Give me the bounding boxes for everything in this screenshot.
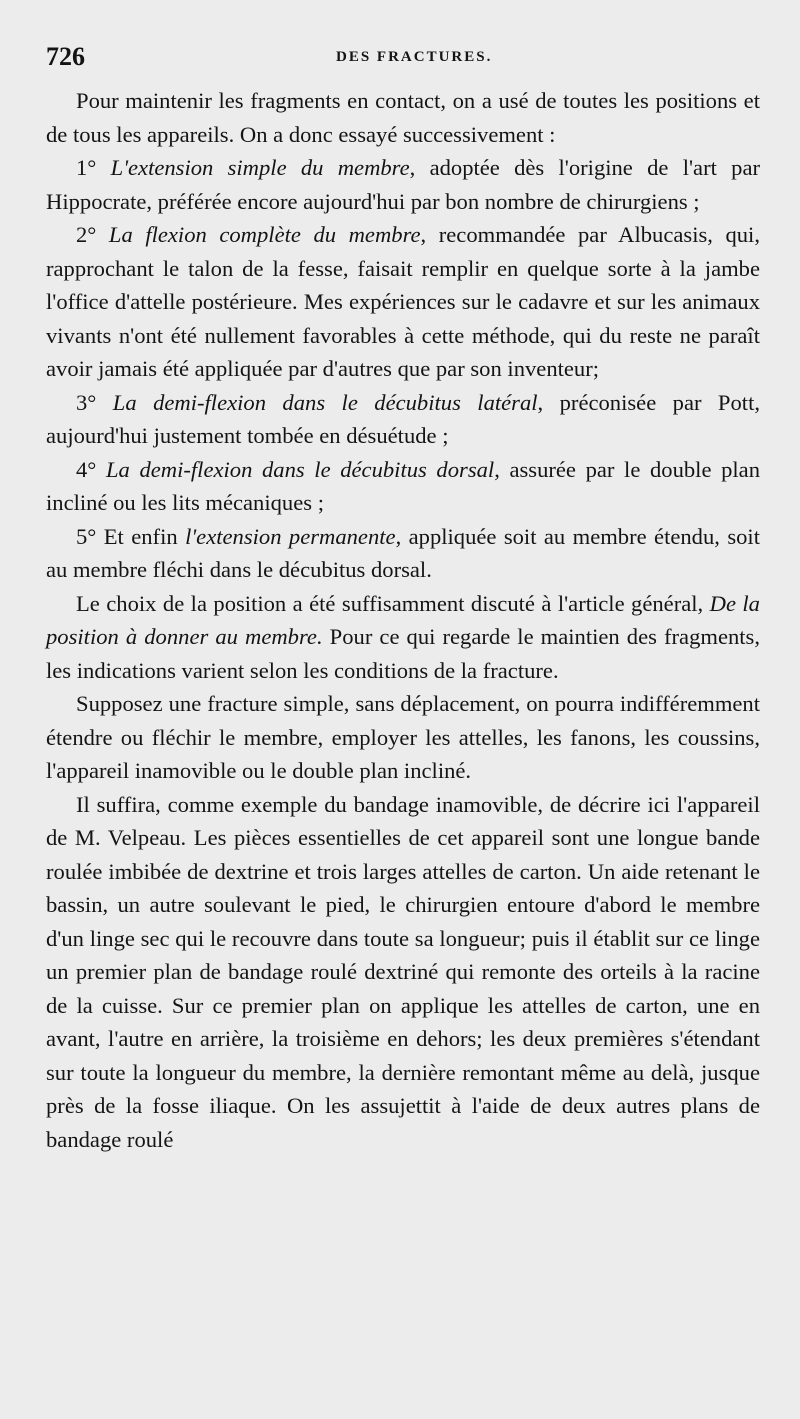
italic-term: La demi-flexion dans le décubitus dorsal [105,456,495,482]
page-header [46,40,760,84]
body-text [46,84,760,1156]
list-item-3: 3° La demi-flexion dans le décubitus latéral, préconisée par Pott, aujourd'hui justement tombée en désuétude ; [46,389,760,448]
list-number: 3° [76,389,97,415]
list-item-2: 2° La flexion complète du membre, recommandée par Albucasis, qui, rapprochant le talon de la fesse, faisait remplir en quelque sorte à la jambe l'office d'attelle postérieure. Mes expériences sur le cadavre et sur les animaux vivants n'ont été nullement favorables à cette méthode, qui du reste ne paraît avoir jamais été appliquée par d'autres que par son inventeur; [46,222,760,381]
italic-term: La demi-flexion dans le décubitus latéral [112,389,538,415]
list-item-1: 1° L'extension simple du membre, adoptée dès l'origine de l'art par Hippocrate, préférée encore aujourd'hui par bon nombre de chirurgiens ; [46,155,760,214]
list-number: 5° [76,523,97,549]
paragraph-intro: Pour maintenir les fragments en contact, on a usé de toutes les positions et de tous les appareils. On a donc essayé successivement : [46,88,760,147]
list-number: 1° [76,155,97,180]
italic-term: L'extension simple du membre [110,155,410,180]
paragraph-simple-fracture: Supposez une fracture simple, sans déplacement, on pourra indifféremment étendre ou fléchir le membre, employer les attelles, les fanons, les coussins, l'appareil inamovible ou le double plan incliné. [46,691,760,783]
list-item-5: 5° Et enfin l'extension permanente, appliquée soit au membre étendu, soit au membre fléchi dans le décubitus dorsal. [46,523,760,582]
paragraph-velpeau-bandage: Il suffira, comme exemple du bandage inamovible, de décrire ici l'appareil de M. Velpeau. Les pièces essentielles de cet appareil sont une longue bande roulée imbibée de dextrine et trois larges attelles de carton. Un aide retenant le bassin, un autre soulevant le pied, le chirurgien entoure d'abord le membre d'un linge sec qui le recouvre dans toute sa longueur; puis il établit sur ce linge un premier plan de bandage roulé dextriné qui remonte des orteils à la racine de la cuisse. Sur ce premier plan on applique les attelles de carton, une en avant, l'autre en arrière, la troisième en dehors; les deux premières s'étendant sur toute la longueur du membre, la dernière remontant même au delà, jusque près de la fosse iliaque. On les assujettit à l'aide de deux autres plans de bandage roulé [46,791,760,1152]
paragraph-position: Le choix de la position a été suffisamment discuté à l'article général, De la position à donner au membre. Pour ce qui regarde le maintien des fragments, les indications varient selon les conditions de la fracture. [46,590,760,683]
italic-term: La flexion complète du membre [108,222,421,247]
page-number: 726 [46,42,85,71]
list-number: 4° [76,456,97,482]
list-item-4: 4° La demi-flexion dans le décubitus dorsal, assurée par le double plan incliné ou les lits mécaniques ; [46,456,760,515]
italic-reference: De la position à donner au membre. [46,590,760,649]
running-title: DES FRACTURES. [336,49,493,65]
list-number: 2° [76,222,97,247]
italic-term: l'extension permanente [185,523,396,549]
